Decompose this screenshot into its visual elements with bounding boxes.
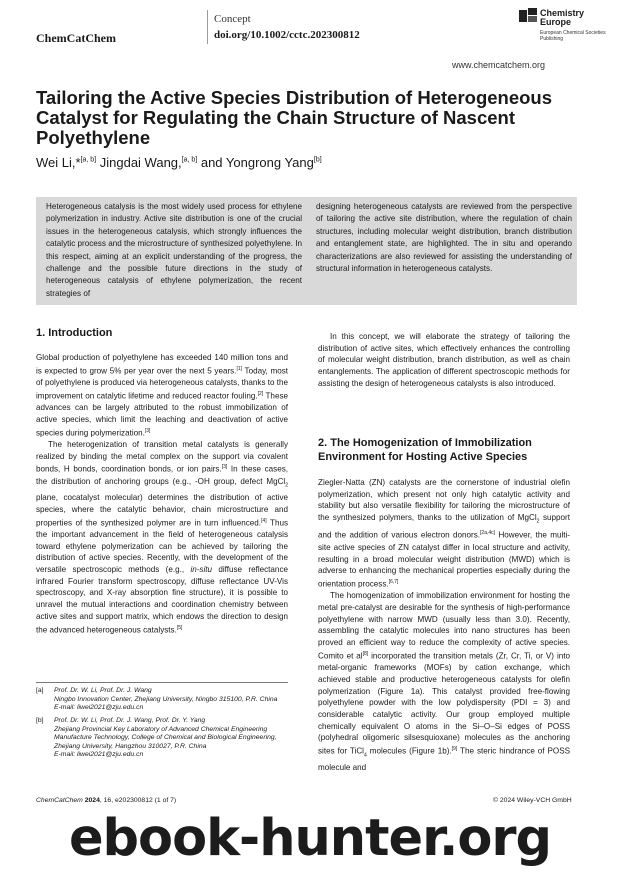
author-affiliation: [a, b] [80, 156, 97, 164]
author-list [36, 155, 322, 170]
affiliation-a: [a] Prof. Dr. W. Li, Prof. Dr. J. Wang Ningbo Innovation Center, Zhejiang University, Ningbo 315100, P.R. China E-mail: liwei2021@zju.edu.cn [36, 687, 278, 712]
article-type: Concept [214, 13, 251, 25]
section-2-heading: 2. The Homogenization of Immobilization Environment for Hosting Active Species [318, 437, 532, 463]
citation-ref[interactable]: [2] [257, 390, 264, 397]
abstract-box [36, 197, 577, 305]
abstract-right-column: designing heterogeneous catalysts are reviewed from the perspective of tailoring the active site distribution, where the regulation of chain structures, including molecular weight distribution, branch distribution and entanglement state, are highlighted. The in situ and operando characterizations are also reviewed for assisting the understanding of structural information in heterogeneous catalysts. [316, 202, 572, 274]
author-affiliation: [a, b] [181, 156, 198, 164]
journal-website-link[interactable]: www.chemcatchem.org [452, 60, 546, 70]
publisher-subtitle: European Chemical Societies Publishing [540, 30, 606, 42]
citation-ref[interactable]: [2a,4c] [480, 530, 496, 537]
section-1-heading: 1. Introduction [36, 327, 113, 339]
author-affiliation: [b] [313, 156, 322, 164]
paragraph: Global production of polyethylene has exceeded 140 million tons and is expected to grow 5% per year over the next 5 years.[1] Today, most of polyethylene is produced via heterogeneous catalysts, thanks to the improvement on catalytic lifetime and reduced reactor fouling.[2] These advances can be largely attributed to the robust immobilization of active species, which limit the leaching and deactivation of active species during polymerization.[3] [36, 353, 288, 438]
section-1-body [36, 352, 288, 636]
article-title: Tailoring the Active Species Distribution of Heterogeneous Catalyst for Regulating the Chain Structure of Nascent Polyethylene [36, 87, 553, 148]
citation-ref[interactable]: [5] [176, 624, 183, 631]
citation-ref[interactable]: [6,7] [388, 578, 399, 585]
journal-name: ChemCatChem [36, 31, 116, 45]
paragraph: The heterogenization of transition metal catalysts is generally realized by binding the metal complex on the support via covalent bonds, H bonds, coordination bonds, or ion pairs.[3] In these cases, the distribution of anchoring groups (e.g., -OH group, defect MgCl$_2$ plane, cocatalyst molecular) determines the distribution of active species, where the catalytic behavior, chain microstructure and properties of the synthesized polymer are in turn influenced.[4] Thus the important advancement in the field of heterogeneous catalysis toward ethylene polymerization can be achieved by tailoring the distribution of active species. Recently, with the development of the versatile spectroscopic methods (e.g., in-situ diffuse reflectance infrared Fourier transform spectroscopy, diffuse reflectance UV-Vis spectroscopy, and X-ray absorption fine structure), it is possible to unravel the mutual interactions and coordination chemistry between active sites and support matrix, which endows the direction to design the advanced heterogeneous catalysts.[5] [36, 439, 288, 635]
paragraph: In this concept, we will elaborate the strategy of tailoring the distribution of active sites, which effectively enhances the controlling of molecular weight distribution, branch distribution, as well as chain entanglements. The application of different spectroscopic methods for assisting the design of heterogeneous catalysts is also introduced. [318, 332, 570, 388]
citation-ref[interactable]: [9] [451, 746, 458, 753]
doi-link[interactable]: doi.org/10.1002/cctc.202300812 [214, 29, 360, 41]
citation-ref[interactable]: [1] [236, 365, 242, 372]
affiliation-b: [b] Prof. Dr. W. Li, Prof. Dr. J. Wang, Prof. Dr. Y. Yang Zhejiang Provincial Key Laboratory of Advanced Chemical Engineering Manufacture Technology, College of Chemical and Biological Engineering, Zhejiang University, Hangzhou 310027, P.R. China E-mail: liwei2021@zju.edu.cn [36, 717, 277, 759]
page-citation: ChemCatChem 2024, 16, e202300812 (1 of 7) [36, 797, 177, 804]
citation-ref[interactable]: [8] [362, 650, 369, 657]
chemistry-europe-logo-icon [519, 8, 537, 24]
abstract-left-column: Heterogeneous catalysis is the most widely used process for ethylene polymerization in industry. Active site distribution is one of the crucial issues in the heterogeneous catalysis, which strongly influences the catalytic process and the microstructure of synthesized polyethylene. In this respect, aiming at an explicit understanding of the progress, the challenge and the possible future directions in the study of heterogeneous catalysis of ethylene polymerization, the recent strategies of [46, 202, 302, 298]
author-name: Jingdai Wang, [96, 155, 182, 170]
author-name: Wei Li,* [36, 155, 81, 170]
citation-ref[interactable]: [4] [261, 517, 267, 524]
author-name: and Yongrong Yang [197, 155, 314, 170]
citation-ref[interactable]: [3] [221, 464, 228, 471]
section-2-body [318, 477, 570, 774]
paragraph: Ziegler-Natta (ZN) catalysts are the cornerstone of industrial olefin polymerization, which present not only high catalytic activity and stability but also versatile flexibility for tailoring the microstructure of the synthesized polymers, thanks to the utilization of MgCl$_2$ support and the addition of various electron donors.[2a,4c] However, the multi-site active species of ZN catalyst differ in local structure and activity, resulting in a broad molecular weight distribution (MWD) which is adverse to enhancing the mechanical properties especially during the orientation process.[6,7] [318, 478, 570, 589]
citation-ref[interactable]: [3] [144, 427, 151, 434]
header-divider [207, 10, 208, 44]
footnote-divider [36, 682, 288, 683]
copyright-notice: © 2024 Wiley-VCH GmbH [493, 797, 572, 804]
watermark-logo: ebook-hunter.org [68, 809, 552, 868]
paragraph: The homogenization of immobilization environment for hosting the metal pre-catalyst are desirable for the synthesis of high-performance polyethylene with narrow MWD (usually less than 3.0). Recently, assembling the catalytic molecules into nano structures has been proved an efficient way to reduce the complexity of active species. Comito et al[8] incorporated the transition metals (Zr, Cr, Ti, or V) into metal-organic frameworks (MOFs) by cation exchange, which achieved stable and productive heterogeneous catalysts for olefin polymerization (Figure 1a). This catalyst provided free-flowing polyethylene powder with the low polydispersity (PDI = 3) and considerable catalytic activity. Our group employed multiple chemically equivalent O atoms in the Si–O–Si edges of POSS (polyhedral oligomeric silsesquioxane) molecules as the anchoring sites for TiCl$_4$ molecules (Figure 1b).[9] The steric hindrance of POSS molecule and [318, 591, 571, 773]
publisher-name: Chemistry Europe [540, 8, 585, 27]
concept-intro [318, 331, 570, 390]
